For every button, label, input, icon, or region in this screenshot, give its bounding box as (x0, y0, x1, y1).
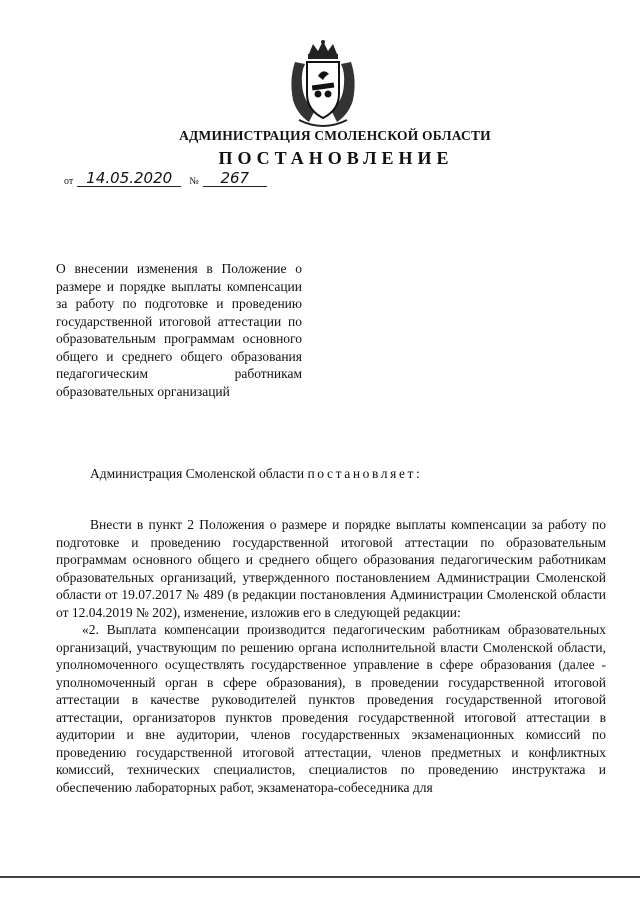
coat-of-arms-emblem (285, 40, 361, 128)
date-label: от (64, 176, 74, 187)
page-bottom-divider (0, 876, 640, 878)
document-number: 267 (203, 170, 267, 187)
document-body (56, 516, 606, 796)
document-date: 14.05.2020 (77, 170, 181, 187)
number-label: № (189, 176, 199, 187)
date-number-line (64, 170, 267, 187)
document-subject: О внесении изменения в Положение о размере и порядке выплаты компенсации за работу по подготовке и проведению государственной итоговой аттестации по образовательным программам основного общего и среднего общего образования педагогическим работникам образовательных организаций (56, 261, 302, 399)
intro-verb: постановляет: (307, 466, 423, 481)
intro-prefix: Администрация Смоленской области (90, 466, 308, 481)
body-paragraph-1: Внести в пункт 2 Положения о размере и порядке выплаты компенсации за работу по подготовке и проведению государственной итоговой аттестации по образовательным программам основного общего и среднего общего образования педагогическим работникам образовательных организаций, утвержденного постановлением Администрации Смоленской области от 19.07.2017 № 489 (в редакции постановления Администрации Смоленской области от 12.04.2019 № 202), изменение, изложив его в следующей редакции: (56, 517, 606, 620)
body-paragraph-2: «2. Выплата компенсации производится педагогическим работникам образовательных организаций, участвующим по решению органа исполнительной власти Смоленской области, уполномоченного осуществлять государственное управление в сфере образования (далее - уполномоченный орган в сфере образования), в проведении государственной итоговой аттестации в качестве руководителей пунктов проведения государственной итоговой аттестации, организаторов пунктов проведения государственной итоговой аттестации в аудитории и вне аудитории, членов государственных экзаменационных комиссий по проведению государственной итоговой аттестации, членов предметных и конфликтных комиссий, технических специалистов, специалистов по проведению инструктажа и обеспечению лабораторных работ, экзаменатора-собеседника для (56, 622, 606, 795)
resolution-intro (90, 466, 610, 482)
organization-name: АДМИНИСТРАЦИЯ СМОЛЕНСКОЙ ОБЛАСТИ (179, 128, 491, 143)
document-type: ПОСТАНОВЛЕНИЕ (218, 148, 454, 168)
